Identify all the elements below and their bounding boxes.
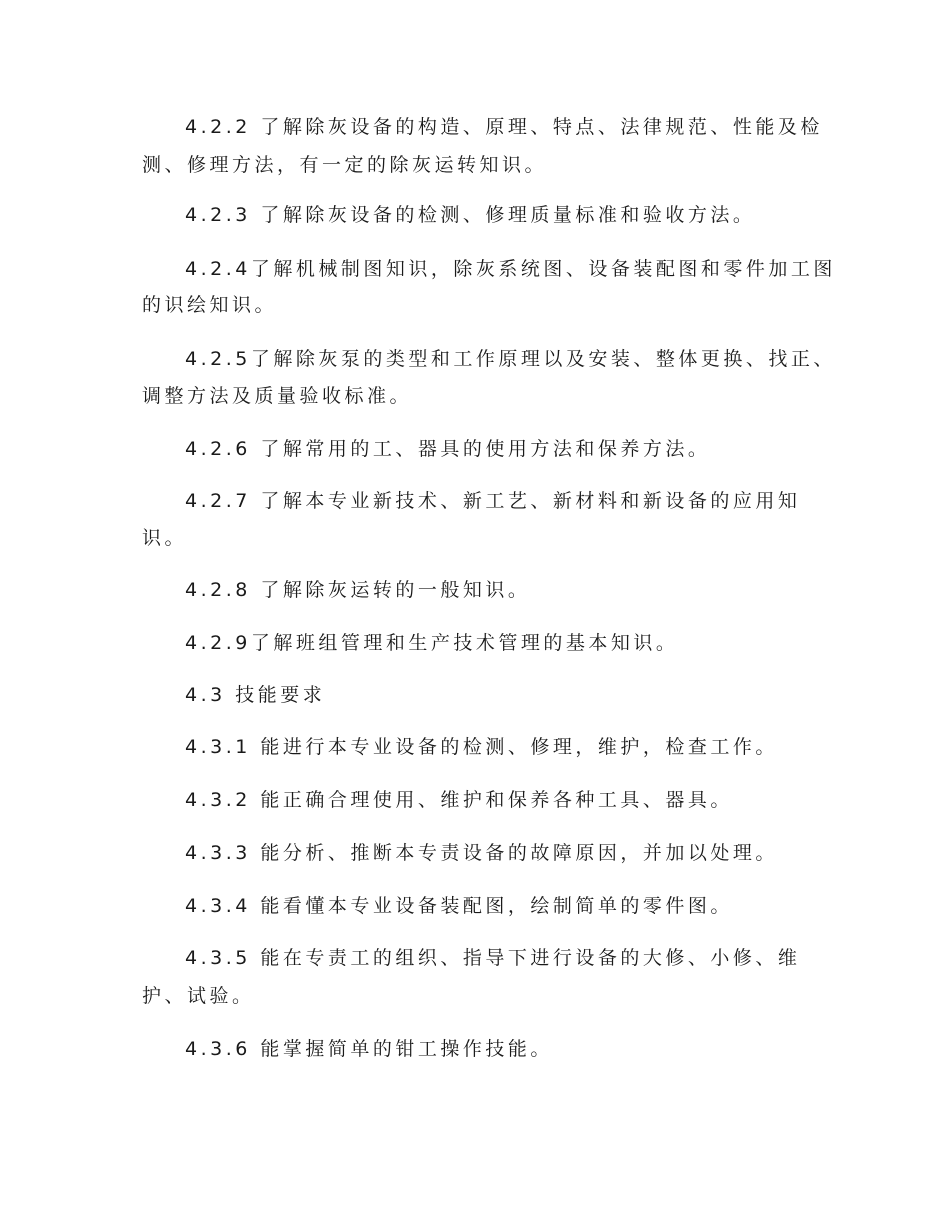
paragraph-4-2-8: 4.2.8 了解除灰运转的一般知识。: [185, 579, 531, 601]
paragraph-4-2-2-line-2: 测、修理方法，有一定的除灰运转知识。: [142, 154, 548, 176]
paragraph-4-2-3: 4.2.3 了解除灰设备的检测、修理质量标准和验收方法。: [185, 204, 756, 226]
paragraph-4-3-5-line-2: 护、试验。: [142, 985, 255, 1007]
paragraph-4-3-2: 4.3.2 能正确合理使用、维护和保养各种工具、器具。: [185, 789, 733, 811]
paragraph-4-2-7-line-1: 4.2.7 了解本专业新技术、新工艺、新材料和新设备的应用知: [185, 490, 801, 512]
paragraph-4-3-1: 4.3.1 能进行本专业设备的检测、修理，维护，检查工作。: [185, 736, 778, 758]
paragraph-4-2-5-line-1: 4.2.5了解除灰泵的类型和工作原理以及安装、整体更换、找正、: [185, 348, 836, 370]
paragraph-4-2-9: 4.2.9了解班组管理和生产技术管理的基本知识。: [185, 632, 679, 654]
paragraph-4-2-4-line-1: 4.2.4了解机械制图知识，除灰系统图、设备装配图和零件加工图: [185, 258, 836, 280]
paragraph-4-3-3: 4.3.3 能分析、推断本专责设备的故障原因，并加以处理。: [185, 842, 778, 864]
paragraph-4-2-4-line-2: 的识绘知识。: [142, 294, 278, 316]
paragraph-4-3-4: 4.3.4 能看懂本专业设备装配图，绘制简单的零件图。: [185, 895, 733, 917]
paragraph-4-3-6: 4.3.6 能掌握简单的钳工操作技能。: [185, 1038, 553, 1060]
paragraph-4-3-5-line-1: 4.3.5 能在专责工的组织、指导下进行设备的大修、小修、维: [185, 947, 801, 969]
paragraph-4-2-2-line-1: 4.2.2 了解除灰设备的构造、原理、特点、法律规范、性能及检: [185, 116, 823, 138]
paragraph-4-2-7-line-2: 识。: [142, 527, 188, 549]
section-heading-4-3: 4.3 技能要求: [185, 684, 326, 706]
paragraph-4-2-6: 4.2.6 了解常用的工、器具的使用方法和保养方法。: [185, 438, 711, 460]
paragraph-4-2-5-line-2: 调整方法及质量验收标准。: [142, 385, 413, 407]
